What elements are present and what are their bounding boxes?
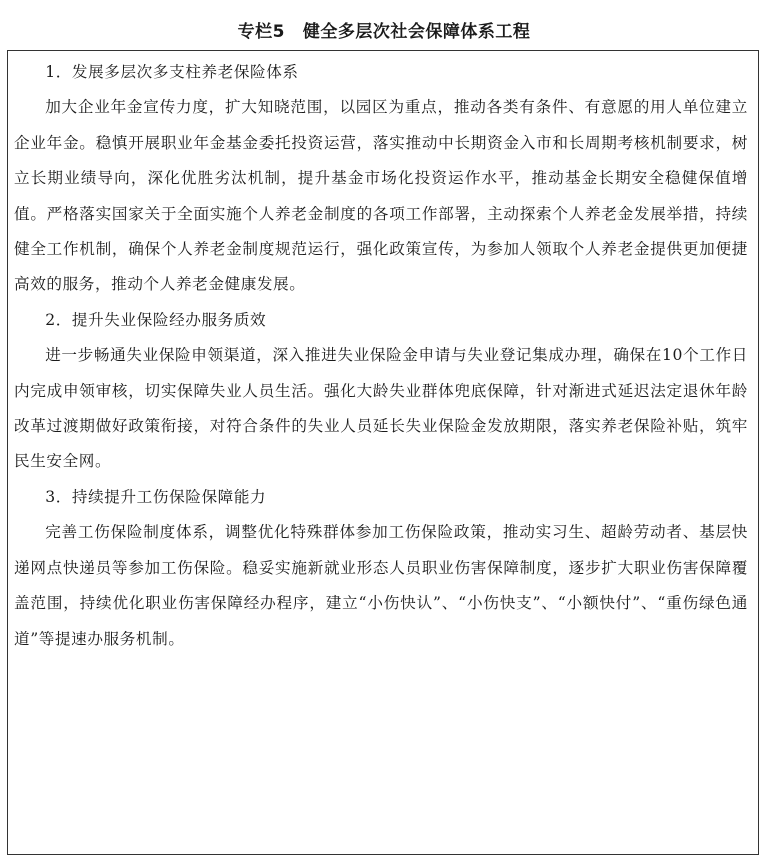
section-body-3: 完善工伤保险制度体系，调整优化特殊群体参加工伤保险政策，推动实习生、超龄劳动者、基层快递网点快递员等参加工伤保险。稳妥实施新就业形态人员职业伤害保障制度，逐步扩大职业伤害保障覆盖范围，持续优化职业伤害保障经办程序，建立“小伤快认”、“小伤快支”、“小额快付”、“重伤绿色通道”等提速办服务机制。	[14, 523, 748, 648]
box-title-text: 健全多层次社会保障体系工程	[302, 22, 531, 42]
box-content	[14, 55, 748, 657]
section-body-2: 进一步畅通失业保险申领渠道，深入推进失业保险金申请与失业登记集成办理，确保在10个工作日内完成申领审核，切实保障失业人员生活。强化大龄失业群体兜底保障，针对渐进式延迟法定退休年龄改革过渡期做好政策衔接，对符合条件的失业人员延长失业保险金发放期限，落实养老保险补贴，筑牢民生安全网。	[14, 346, 748, 471]
section-heading-1: 1．发展多层次多支柱养老保险体系	[45, 63, 299, 81]
section-heading-3: 3．持续提升工伤保险保障能力	[45, 487, 267, 506]
box-title	[0, 18, 768, 46]
box-number: 专栏5	[237, 22, 285, 42]
section-body-1: 加大企业年金宣传力度，扩大知晓范围，以园区为重点，推动各类有条件、有意愿的用人单位建立企业年金。稳慎开展职业年金基金委托投资运营，落实推动中长期资金入市和长周期考核机制要求，树立长期业绩导向，深化优胜劣汰机制，提升基金市场化投资运作水平，推动基金长期安全稳健保值增值。严格落实国家关于全面实施个人养老金制度的各项工作部署，主动探索个人养老金发展举措，持续健全工作机制，确保个人养老金制度规范运行，强化政策宣传，为参加人领取个人养老金提供更加便捷高效的服务，推动个人养老金健康发展。	[14, 98, 748, 294]
section-heading-2: 2．提升失业保险经办服务质效	[45, 310, 267, 329]
